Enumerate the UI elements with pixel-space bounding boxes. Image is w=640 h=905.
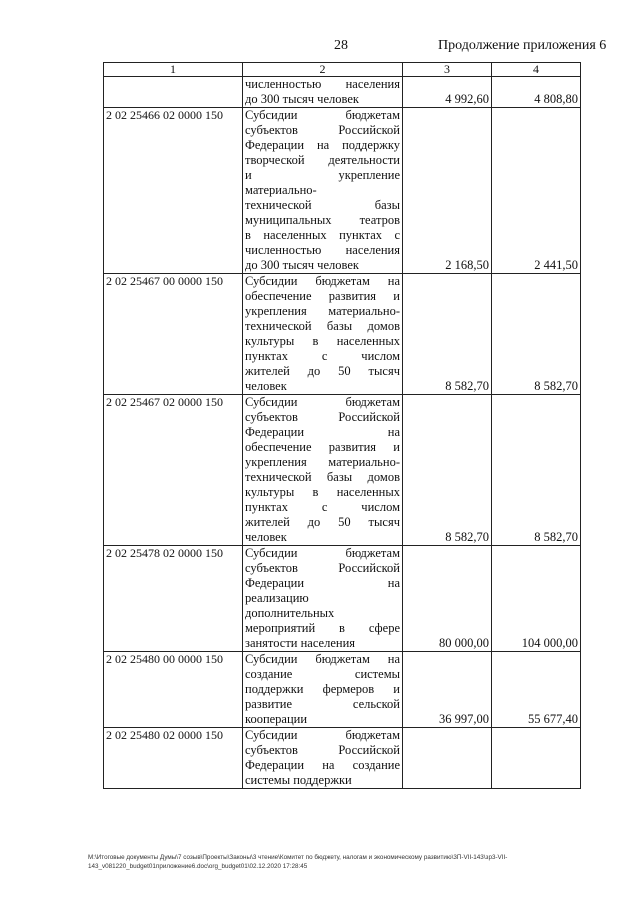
description-line: субъектов Российской: [245, 561, 400, 575]
amount-col-3-cell: 2 168,50: [403, 108, 492, 274]
description-line: обеспечение развития и: [245, 440, 400, 454]
description-line: человек: [245, 379, 287, 393]
amount-col-4-cell: 55 677,40: [492, 652, 581, 728]
file-path-footer: [88, 853, 608, 871]
table-row: [104, 395, 581, 546]
amount-col-4-cell: 104 000,00: [492, 546, 581, 652]
budget-code-cell: 2 02 25467 02 0000 150: [104, 395, 243, 546]
description-line: пунктах с числом: [245, 500, 400, 514]
description-cell: [243, 108, 403, 274]
description-line: культуры в населенных: [245, 334, 400, 348]
budget-code-cell: 2 02 25467 00 0000 150: [104, 274, 243, 395]
description-line: Субсидии бюджетам: [245, 546, 400, 560]
description-line: технической базы домов: [245, 319, 400, 333]
description-line: Субсидии бюджетам: [245, 728, 400, 742]
budget-code-cell: 2 02 25480 02 0000 150: [104, 728, 243, 789]
budget-code-cell: 2 02 25480 00 0000 150: [104, 652, 243, 728]
page-number: 28: [334, 38, 348, 53]
table-row: [104, 77, 581, 108]
description-line: пунктах с числом: [245, 349, 400, 363]
description-line: обеспечение развития и: [245, 289, 400, 303]
description-line: развитие сельской: [245, 697, 400, 711]
description-line: создание системы: [245, 667, 400, 681]
description-line: занятости населения: [245, 636, 356, 650]
continuation-title: Продолжение приложения 6: [438, 38, 607, 53]
description-cell: [243, 728, 403, 789]
description-line: муниципальных театров: [245, 213, 400, 227]
footer-line-2: 143_v081220_budget01приложение6.doc\org_budget01\02.12.2020 17:28:45: [88, 863, 308, 870]
description-line: кооперации: [245, 712, 308, 726]
description-line: культуры в населенных: [245, 485, 400, 499]
description-line: Федерации на поддержку: [245, 138, 400, 152]
footer-line-1: M:\Итоговые документы Думы\7 созыв\Проекты\Законы\3 чтение\Комитет по бюджету, налогам и экономическому развитию\3П-VII-143\зр3-VII-: [88, 854, 508, 861]
column-header-2: 2: [243, 63, 403, 77]
table-row: [104, 728, 581, 789]
column-header-1: 1: [104, 63, 243, 77]
description-cell: [243, 652, 403, 728]
table-header-row: [104, 63, 581, 77]
description-line: Субсидии бюджетам на: [245, 652, 400, 666]
description-line: поддержки фермеров и: [245, 682, 400, 696]
table-row: [104, 274, 581, 395]
amount-col-4-cell: [492, 728, 581, 789]
description-line: субъектов Российской: [245, 743, 400, 757]
description-line: в населенных пунктах с: [245, 228, 400, 242]
description-line: Федерации на создание: [245, 758, 400, 772]
description-line: и укрепление: [245, 168, 400, 182]
column-header-4: 4: [492, 63, 581, 77]
description-line: численностью населения: [245, 77, 400, 91]
description-line: укрепления материально-: [245, 455, 400, 469]
amount-col-3-cell: 36 997,00: [403, 652, 492, 728]
description-line: дополнительных: [245, 606, 335, 620]
budget-code-cell: 2 02 25466 02 0000 150: [104, 108, 243, 274]
description-line: Федерации на: [245, 425, 400, 439]
description-line: жителей до 50 тысяч: [245, 515, 400, 529]
description-line: Федерации на: [245, 576, 400, 590]
budget-code-cell: 2 02 25478 02 0000 150: [104, 546, 243, 652]
description-line: субъектов Российской: [245, 123, 400, 137]
description-line: укрепления материально-: [245, 304, 400, 318]
amount-col-4-cell: 4 808,80: [492, 77, 581, 108]
description-line: человек: [245, 530, 287, 544]
description-cell: [243, 546, 403, 652]
amount-col-3-cell: 80 000,00: [403, 546, 492, 652]
description-line: мероприятий в сфере: [245, 621, 400, 635]
amount-col-3-cell: 8 582,70: [403, 274, 492, 395]
description-line: до 300 тысяч человек: [245, 258, 359, 272]
amount-col-3-cell: 8 582,70: [403, 395, 492, 546]
amount-col-3-cell: [403, 728, 492, 789]
description-line: системы поддержки: [245, 773, 352, 787]
description-line: реализацию: [245, 591, 309, 605]
description-line: творческой деятельности: [245, 153, 400, 167]
description-cell: [243, 77, 403, 108]
description-line: технической базы: [245, 198, 400, 212]
table-row: [104, 652, 581, 728]
description-line: технической базы домов: [245, 470, 400, 484]
description-cell: [243, 395, 403, 546]
description-line: численностью населения: [245, 243, 400, 257]
description-line: субъектов Российской: [245, 410, 400, 424]
budget-code-cell: [104, 77, 243, 108]
table-row: [104, 546, 581, 652]
description-line: Субсидии бюджетам: [245, 108, 400, 122]
amount-col-4-cell: 8 582,70: [492, 395, 581, 546]
amount-col-3-cell: 4 992,60: [403, 77, 492, 108]
amount-col-4-cell: 2 441,50: [492, 108, 581, 274]
amount-col-4-cell: 8 582,70: [492, 274, 581, 395]
budget-table: [103, 62, 581, 789]
table-row: [104, 108, 581, 274]
description-line: Субсидии бюджетам на: [245, 274, 400, 288]
column-header-3: 3: [403, 63, 492, 77]
description-line: материально-: [245, 183, 317, 197]
description-cell: [243, 274, 403, 395]
description-line: Субсидии бюджетам: [245, 395, 400, 409]
description-line: жителей до 50 тысяч: [245, 364, 400, 378]
description-line: до 300 тысяч человек: [245, 92, 359, 106]
